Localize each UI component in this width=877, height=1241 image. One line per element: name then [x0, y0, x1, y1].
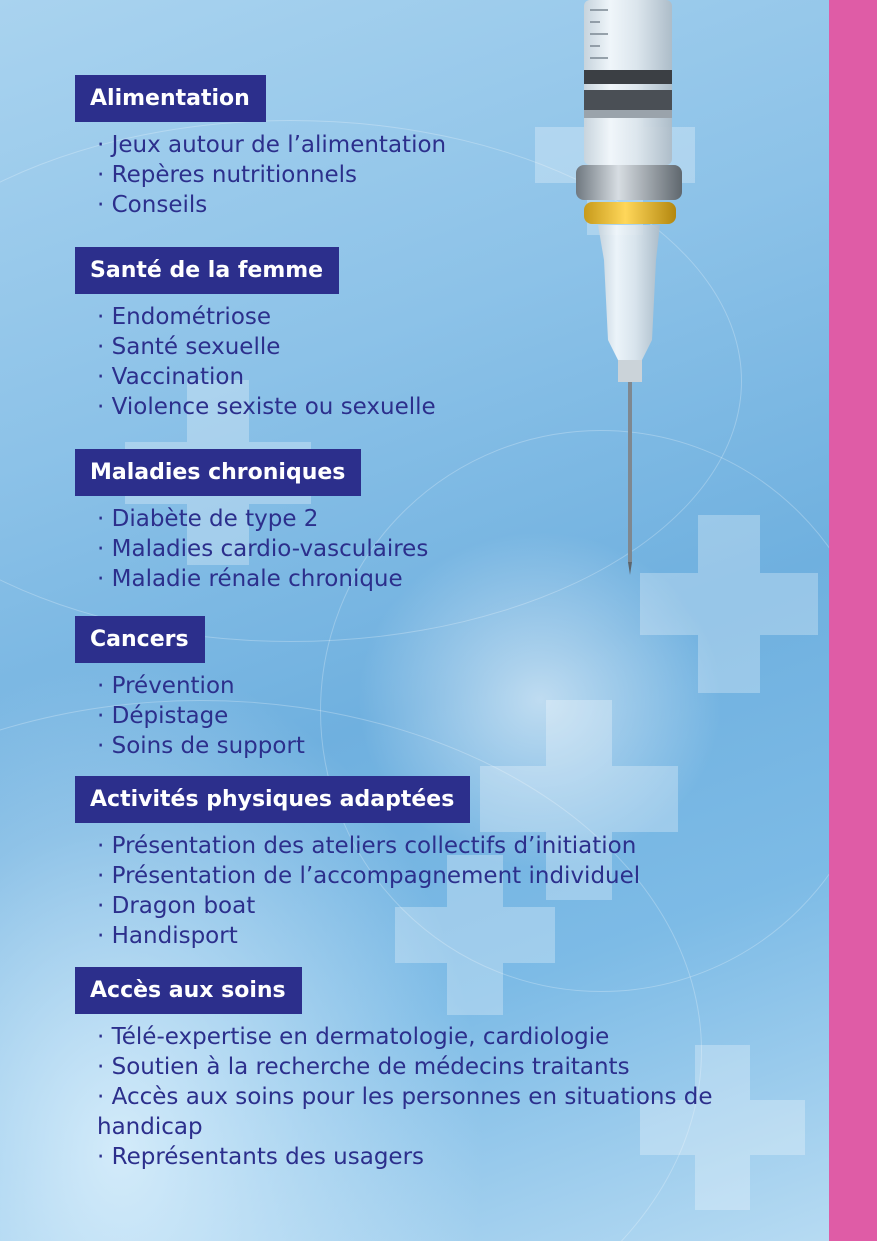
- list-item: · Endométriose: [97, 302, 436, 332]
- list-activites-physiques: [97, 831, 640, 951]
- list-item: · Dragon boat: [97, 891, 640, 921]
- list-item: · Jeux autour de l’alimentation: [97, 130, 446, 160]
- list-item: · Maladies cardio-vasculaires: [97, 534, 428, 564]
- list-acces-soins: [97, 1022, 737, 1172]
- list-item: · Handisport: [97, 921, 640, 951]
- list-item: · Violence sexiste ou sexuelle: [97, 392, 436, 422]
- list-item: · Présentation de l’accompagnement individuel: [97, 861, 640, 891]
- list-item: · Soins de support: [97, 731, 305, 761]
- list-maladies-chroniques: [97, 504, 428, 594]
- section-title-cancers: Cancers: [75, 616, 205, 663]
- list-item: · Représentants des usagers: [97, 1142, 737, 1172]
- section-title-maladies-chroniques: Maladies chroniques: [75, 449, 361, 496]
- accent-stripe: [829, 0, 877, 1241]
- list-item: · Maladie rénale chronique: [97, 564, 428, 594]
- list-cancers: [97, 671, 305, 761]
- list-item: · Accès aux soins pour les personnes en situations de handicap: [97, 1082, 737, 1142]
- list-item: · Santé sexuelle: [97, 332, 436, 362]
- syringe-illustration: [560, 0, 700, 580]
- section-title-sante-femme: Santé de la femme: [75, 247, 339, 294]
- list-item: · Présentation des ateliers collectifs d’initiation: [97, 831, 640, 861]
- list-item: · Diabète de type 2: [97, 504, 428, 534]
- list-item: · Soutien à la recherche de médecins traitants: [97, 1052, 737, 1082]
- list-item: · Télé-expertise en dermatologie, cardiologie: [97, 1022, 737, 1052]
- list-item: · Prévention: [97, 671, 305, 701]
- section-title-activites-physiques: Activités physiques adaptées: [75, 776, 470, 823]
- list-item: · Repères nutritionnels: [97, 160, 446, 190]
- list-sante-femme: [97, 302, 436, 422]
- section-title-acces-soins: Accès aux soins: [75, 967, 302, 1014]
- list-item: · Dépistage: [97, 701, 305, 731]
- section-title-alimentation: Alimentation: [75, 75, 266, 122]
- list-item: · Vaccination: [97, 362, 436, 392]
- list-alimentation: [97, 130, 446, 220]
- list-item: · Conseils: [97, 190, 446, 220]
